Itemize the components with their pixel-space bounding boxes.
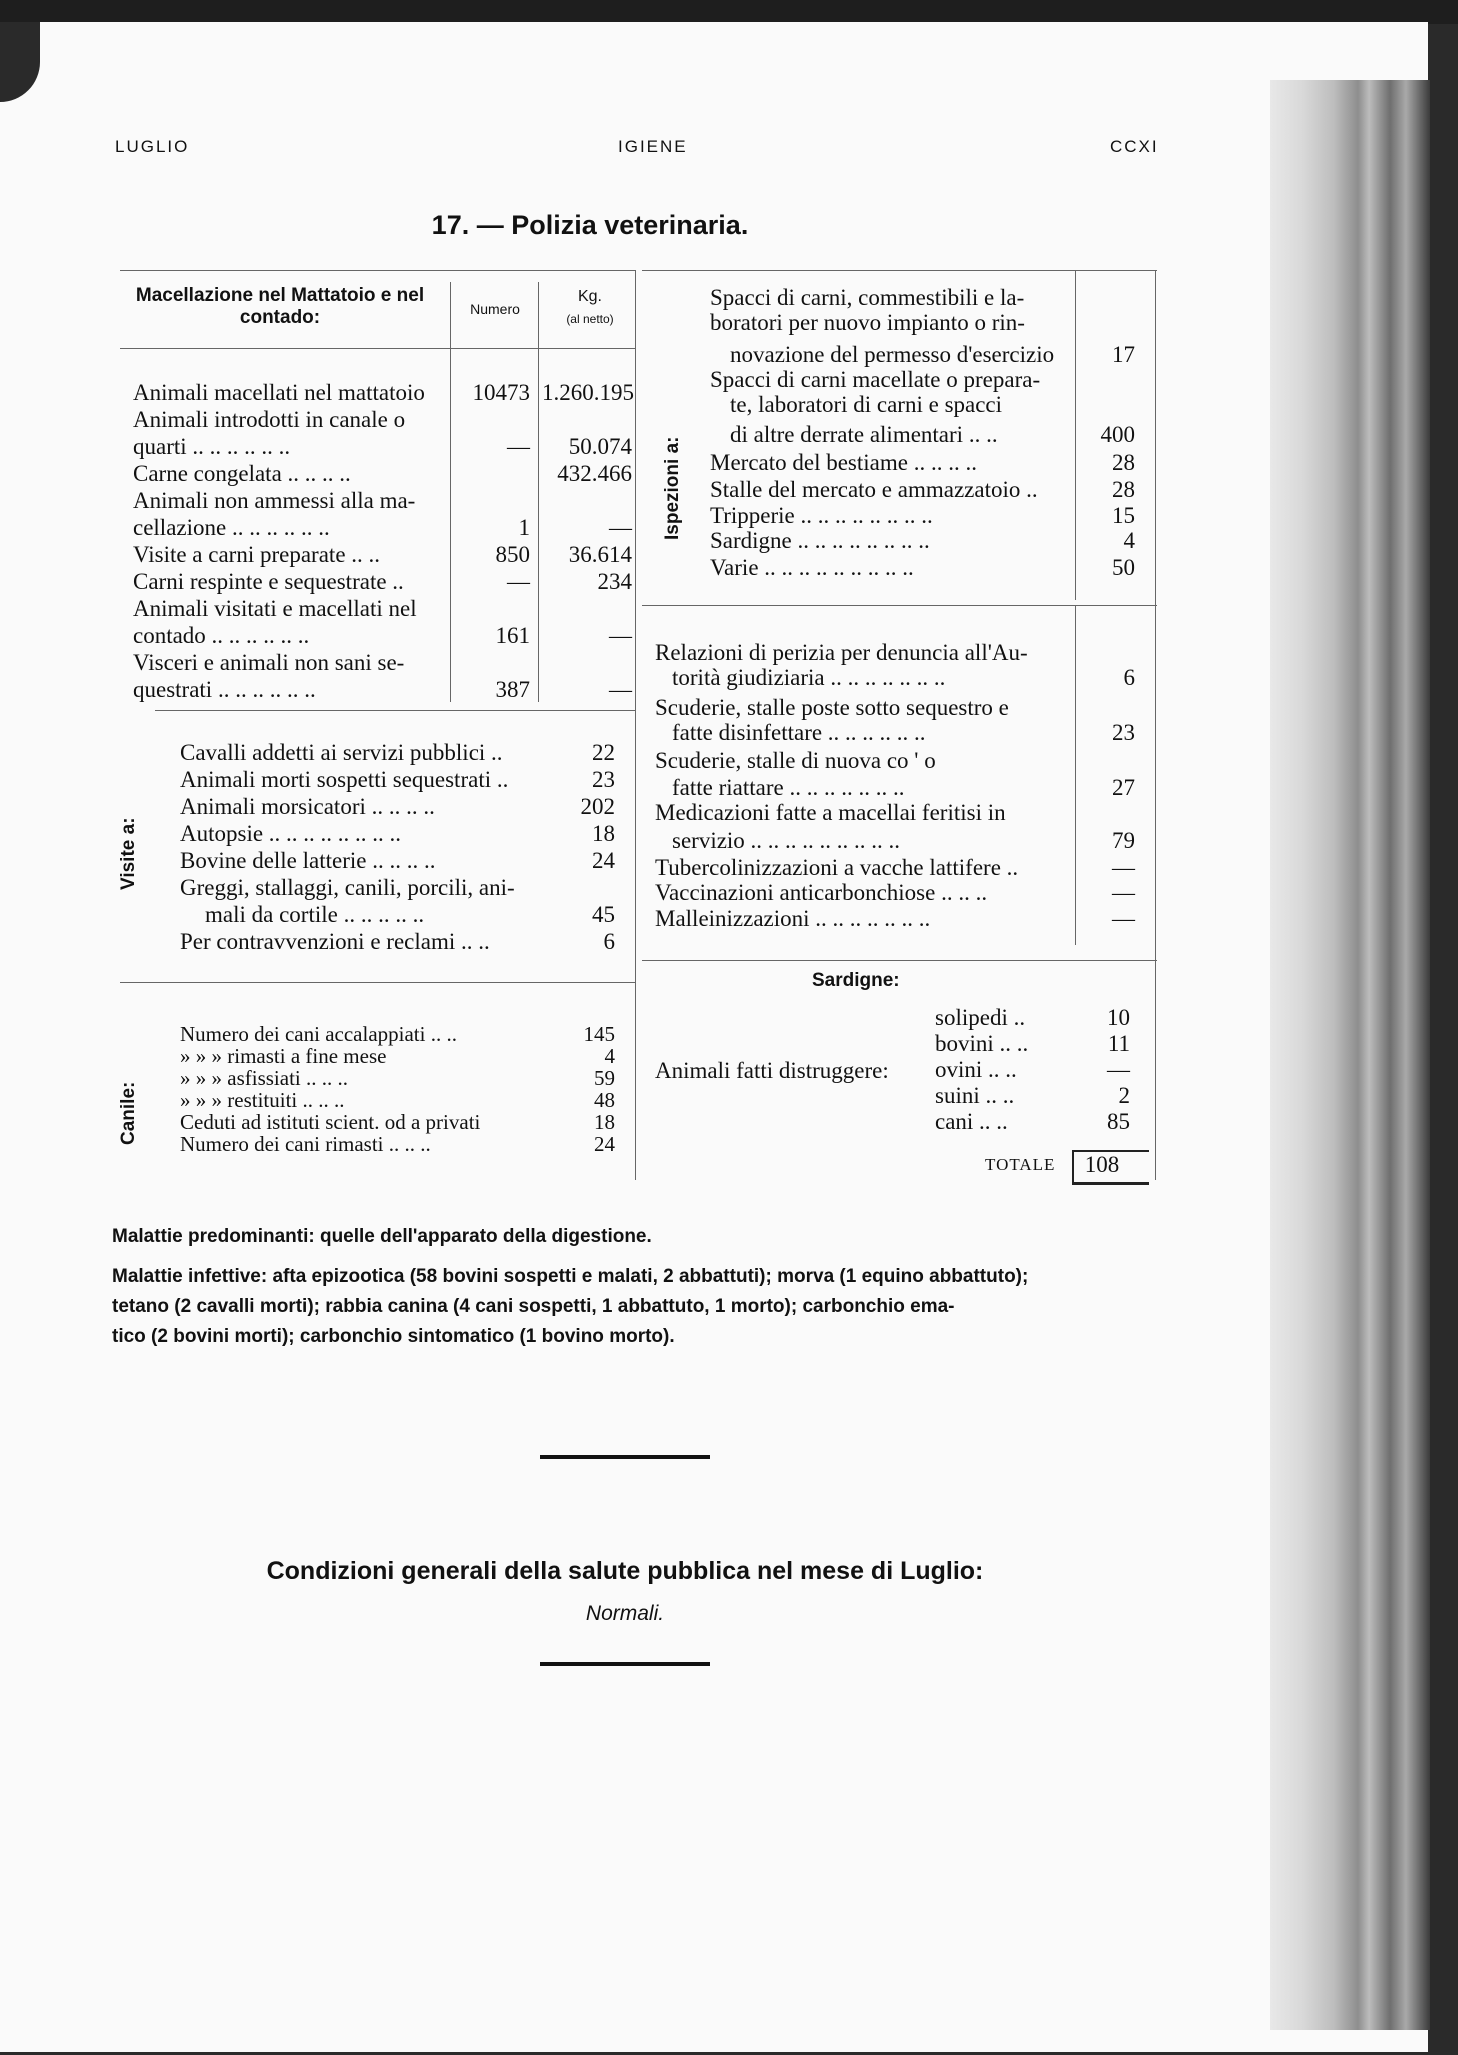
visite-row-value: 6 — [603, 929, 615, 954]
relazioni-row-value: 23 — [1112, 720, 1135, 745]
canile-row-value: 59 — [594, 1066, 615, 1090]
macellazione-row-numero: 161 — [495, 623, 530, 648]
canile-row-label: Ceduti ad istituti scient. od a privati — [180, 1110, 481, 1134]
macellazione-row-numero: 387 — [495, 677, 530, 702]
relazioni-row-label: Relazioni di perizia per denuncia all'Au- — [655, 640, 1028, 665]
visite-row-label: Greggi, stallaggi, canili, porcili, ani- — [180, 875, 515, 900]
note-predominanti: Malattie predominanti: quelle dell'apparato della digestione. — [112, 1226, 652, 1247]
canile-row-value: 145 — [583, 1022, 615, 1046]
macellazione-row-label: Animali visitati e macellati nel — [133, 596, 417, 621]
col-kg-note: (al netto) — [566, 312, 614, 326]
macellazione-row-numero: — — [507, 569, 530, 594]
sardigne-row-value: 85 — [1107, 1109, 1130, 1134]
relazioni-row-label: fatte disinfettare .. .. .. .. .. .. — [672, 720, 926, 745]
footer-rule-top — [540, 1455, 710, 1459]
visite-row-value: 22 — [592, 740, 615, 765]
visite-row-value: 45 — [592, 902, 615, 927]
visite-row-value: 18 — [592, 821, 615, 846]
canile-row-value: 18 — [594, 1110, 615, 1134]
ispezioni-row-value: 4 — [1123, 528, 1135, 553]
sardigne-row-label: suini .. .. — [935, 1083, 1015, 1108]
relazioni-row-value: — — [1112, 855, 1135, 880]
footer-rule-bottom — [540, 1662, 710, 1666]
macellazione-row-label: questrati .. .. .. .. .. .. — [133, 677, 316, 702]
footer-title: Condizioni generali della salute pubblica nel mese di Luglio: — [266, 1557, 984, 1585]
sardigne-row-value: 2 — [1118, 1083, 1130, 1108]
macellazione-heading: Macellazione nel Mattatoio e nel contado: — [135, 285, 425, 328]
macellazione-row-label: Carni respinte e sequestrate .. — [133, 569, 404, 594]
section-title: 17. — Polizia veterinaria. — [431, 210, 749, 240]
macellazione-row-numero: 850 — [495, 542, 530, 567]
visite-row-label: mali da cortile .. .. .. .. .. — [205, 902, 425, 927]
visite-row-label: Animali morti sospetti sequestrati .. — [180, 767, 509, 792]
header-month: LUGLIO — [115, 137, 190, 156]
ispezioni-row-label: Spacci di carni macellate o prepara- — [710, 367, 1041, 392]
note-infettive-2: tetano (2 cavalli morti); rabbia canina (4 cani sospetti, 1 abbattuto, 1 morto); carbonchio ema- — [112, 1296, 955, 1317]
relazioni-row-value: — — [1112, 880, 1135, 905]
visite-row-value: 23 — [592, 767, 615, 792]
sardigne-top-rule — [642, 960, 1157, 961]
sardigne-row-label: cani .. .. — [935, 1109, 1008, 1134]
relazioni-row-label: Scuderie, stalle poste sotto sequestro e — [655, 695, 1009, 720]
relazioni-row-value: 79 — [1112, 828, 1135, 853]
sardigne-heading: Sardigne: — [812, 970, 900, 991]
ispezioni-row-label: Varie .. .. .. .. .. .. .. .. .. — [710, 555, 914, 580]
macellazione-row-label: Visite a carni preparate .. .. — [133, 542, 381, 567]
header-section: IGIENE — [618, 137, 688, 156]
right-border — [1155, 270, 1156, 1180]
canile-row-label: Numero dei cani rimasti .. .. .. — [180, 1132, 431, 1156]
relazioni-row-label: Vaccinazioni anticarbonchiose .. .. .. — [655, 880, 988, 905]
ispezioni-row-label: te, laboratori di carni e spacci — [730, 392, 1003, 417]
col-divider-1 — [450, 282, 451, 702]
canile-row-label: » » » rimasti a fine mese — [180, 1044, 387, 1068]
visite-label: Visite a: — [118, 817, 139, 890]
macellazione-row-kg: 50.074 — [568, 434, 632, 459]
ispezioni-row-value: 28 — [1112, 477, 1135, 502]
canile-row-label: » » » asfissiati .. .. .. — [180, 1066, 348, 1090]
col-numero-header: Numero — [470, 301, 520, 317]
visite-row-value: 202 — [580, 794, 615, 819]
relazioni-row-label: fatte riattare .. .. .. .. .. .. .. — [672, 775, 905, 800]
relazioni-row-label: servizio .. .. .. .. .. .. .. .. .. — [672, 828, 901, 853]
note-infettive-3: tico (2 bovini morti); carbonchio sintomatico (1 bovino morto). — [112, 1326, 675, 1347]
ispezioni-row-label: Tripperie .. .. .. .. .. .. .. .. — [710, 503, 933, 528]
note-infettive-1: Malattie infettive: afta epizootica (58 bovini sospetti e malati, 2 abbattuti); morva (1 equino abbattuto); — [112, 1266, 1029, 1287]
scan-page-edges — [1270, 80, 1430, 2030]
canile-label: Canile: — [118, 1081, 139, 1145]
ispezioni-label: Ispezioni a: — [662, 436, 683, 540]
macellazione-row-kg: — — [609, 677, 632, 702]
visite-top-rule — [155, 710, 635, 711]
macellazione-row-kg: — — [609, 515, 632, 540]
visite-row-label: Cavalli addetti ai servizi pubblici .. — [180, 740, 503, 765]
relazioni-row-value: — — [1112, 906, 1135, 931]
sardigne-total-label: TOTALE — [985, 1155, 1056, 1174]
canile-row-value: 4 — [604, 1044, 615, 1068]
macellazione-row-kg: 1.260.195 — [542, 380, 634, 405]
macellazione-row-kg: 432.466 — [557, 461, 632, 486]
footer-subtitle: Normali. — [585, 1602, 665, 1625]
visite-row-label: Per contravvenzioni e reclami .. .. — [180, 929, 490, 954]
sardigne-row-label: ovini .. .. — [935, 1057, 1017, 1082]
ispezioni-row-value: 15 — [1112, 503, 1135, 528]
center-divider — [635, 270, 636, 1180]
macellazione-row-numero: 1 — [518, 515, 530, 540]
ispezioni-row-label: di altre derrate alimentari .. .. — [730, 422, 998, 447]
macellazione-row-label: Visceri e animali non sani se- — [133, 650, 405, 675]
relazioni-row-label: Malleinizzazioni .. .. .. .. .. .. .. — [655, 906, 931, 931]
header-page-number: CCXI — [1110, 137, 1159, 156]
macellazione-row-label: contado .. .. .. .. .. .. — [133, 623, 310, 648]
relazioni-row-label: torità giudiziaria .. .. .. .. .. .. .. — [672, 665, 946, 690]
ispezioni-row-value: 28 — [1112, 450, 1135, 475]
ispezioni-row-label: Mercato del bestiame .. .. .. .. — [710, 450, 977, 475]
macellazione-row-kg: 36.614 — [568, 542, 632, 567]
macellazione-row-label: quarti .. .. .. .. .. .. — [133, 434, 291, 459]
macellazione-row-kg: 234 — [597, 569, 632, 594]
macellazione-row-label: Animali non ammessi alla ma- — [133, 488, 416, 513]
relazioni-row-label: Medicazioni fatte a macellai feritisi in — [655, 800, 1006, 825]
ispezioni-row-label: Sardigne .. .. .. .. .. .. .. .. — [710, 528, 930, 553]
scan-top-edge — [0, 0, 1458, 24]
canile-row-value: 24 — [594, 1132, 615, 1156]
sardigne-total-value: 108 — [1084, 1152, 1120, 1177]
canile-row-value: 48 — [594, 1088, 615, 1112]
ispezioni-row-label: boratori per nuovo impianto o rin- — [710, 310, 1025, 335]
visite-row-label: Autopsie .. .. .. .. .. .. .. .. — [180, 821, 402, 846]
visite-row-value: 24 — [592, 848, 615, 873]
relazioni-row-label: Scuderie, stalle di nuova co ' o — [655, 748, 936, 773]
ispezioni-row-label: Spacci di carni, commestibili e la- — [710, 285, 1025, 310]
macellazione-row-label: Animali macellati nel mattatoio — [133, 380, 425, 405]
col-kg-header: Kg. — [577, 288, 602, 305]
canile-top-rule — [120, 982, 635, 983]
relazioni-row-value: 27 — [1112, 775, 1135, 800]
relazioni-row-label: Tubercolinizzazioni a vacche lattifere .. — [655, 855, 1019, 880]
macellazione-row-numero: — — [507, 434, 530, 459]
ispezioni-row-label: Stalle del mercato e ammazzatoio .. — [710, 477, 1038, 502]
macellazione-row-label: Animali introdotti in canale o — [133, 407, 406, 432]
sardigne-row-label: bovini .. .. — [935, 1031, 1029, 1056]
macellazione-row-label: cellazione .. .. .. .. .. .. — [133, 515, 330, 540]
macellazione-row-label: Carne congelata .. .. .. .. — [133, 461, 351, 486]
visite-row-label: Bovine delle latterie .. .. .. .. — [180, 848, 436, 873]
relazioni-row-value: 6 — [1123, 665, 1135, 690]
col-divider-2 — [538, 282, 539, 702]
relazioni-col-divider — [1075, 605, 1076, 945]
visite-row-label: Animali morsicatori .. .. .. .. — [180, 794, 435, 819]
table-header-rule — [120, 348, 635, 349]
table-top-rule — [120, 270, 635, 271]
ispezioni-row-label: novazione del permesso d'esercizio — [730, 342, 1055, 367]
relazioni-top-rule — [642, 605, 1157, 606]
ispezioni-row-value: 400 — [1100, 422, 1135, 447]
canile-row-label: Numero dei cani accalappiati .. .. — [180, 1022, 457, 1046]
macellazione-row-kg: — — [609, 623, 632, 648]
ispezioni-row-value: 17 — [1112, 342, 1135, 367]
sardigne-row-value: 11 — [1107, 1031, 1130, 1056]
right-top-rule — [642, 270, 1157, 271]
macellazione-row-numero: 10473 — [472, 380, 530, 405]
sardigne-row-label: Animali fatti distruggere: — [655, 1058, 889, 1083]
right-col-divider — [1075, 270, 1076, 600]
sardigne-row-value: 10 — [1107, 1005, 1130, 1030]
sardigne-row-value: — — [1107, 1057, 1130, 1082]
canile-row-label: » » » restituiti .. .. .. — [180, 1088, 345, 1112]
sardigne-row-label: solipedi .. — [935, 1005, 1026, 1030]
ispezioni-row-value: 50 — [1112, 555, 1135, 580]
